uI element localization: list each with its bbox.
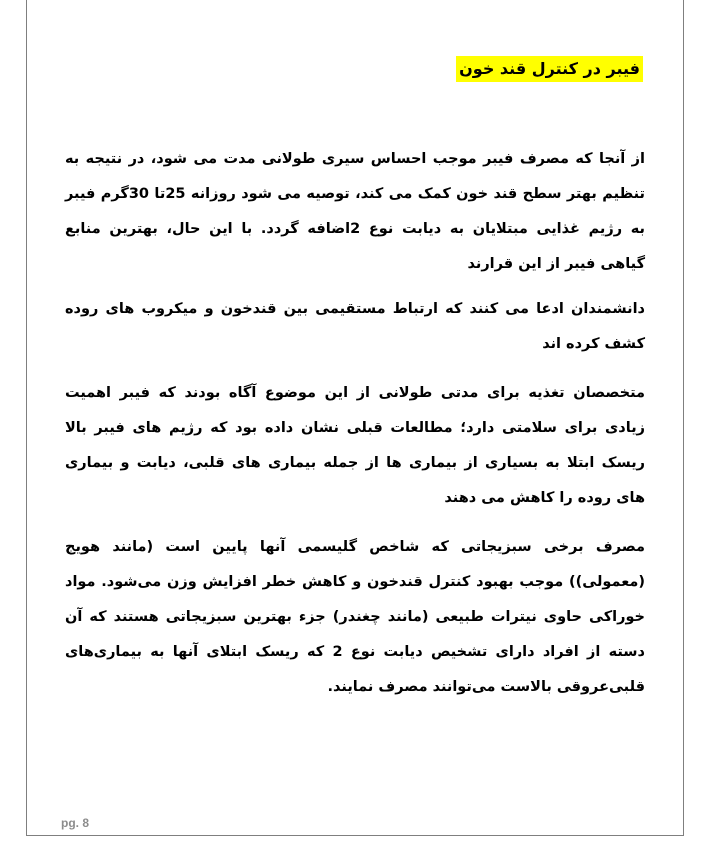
paragraph-vegetables: مصرف برخی سبزیجاتی که شاخص گلیسمی آنها پایین است (مانند هویج (معمولی)) موجب بهبود کنترل قندخون و کاهش خطر افزایش وزن می‌شود. مواد خوراکی حاوی نیترات طبیعی (مانند چغندر) جزء بهترین سبزیجاتی هستند که آن دسته از افراد دارای تشخیص دیابت نوع 2 که ریسک ابتلای آنها به بیماری‌های قلبی‌عروقی بالاست می‌توانند مصرف نمایند.	[65, 539, 645, 695]
paragraph-fiber-blood-sugar: از آنجا که مصرف فیبر موجب احساس سیری طولانی مدت می شود، در نتیجه به تنظیم بهتر سطح قند خون کمک می کند، توصیه می شود روزانه 25تا 30گرم فیبر به رژیم غذایی مبتلایان به دیابت نوع 2اضافه گردد. با این حال، بهترین منابع گیاهی فیبر از این قرارند	[65, 151, 645, 272]
page-number: pg. 8	[61, 816, 90, 830]
document-page	[26, 0, 684, 836]
paragraph-nutrition-experts: متخصصان تغذیه برای مدتی طولانی از این موضوع آگاه بودند که فیبر اهمیت زیادی برای سلامتی دارد؛ مطالعات قبلی نشان داده بود که رژیم های فیبر بالا ریسک ابتلا به بسیاری از بیماری ها از جمله بیماری های قلبی، دیابت و بیماری های روده را کاهش می دهند	[65, 385, 645, 506]
page-content	[65, 56, 645, 705]
document-title: فیبر در کنترل قند خون	[456, 56, 643, 82]
paragraph-gut-microbes: دانشمندان ادعا می کنند که ارتباط مستقیمی بین قندخون و میکروب های روده کشف کرده اند	[65, 301, 645, 352]
